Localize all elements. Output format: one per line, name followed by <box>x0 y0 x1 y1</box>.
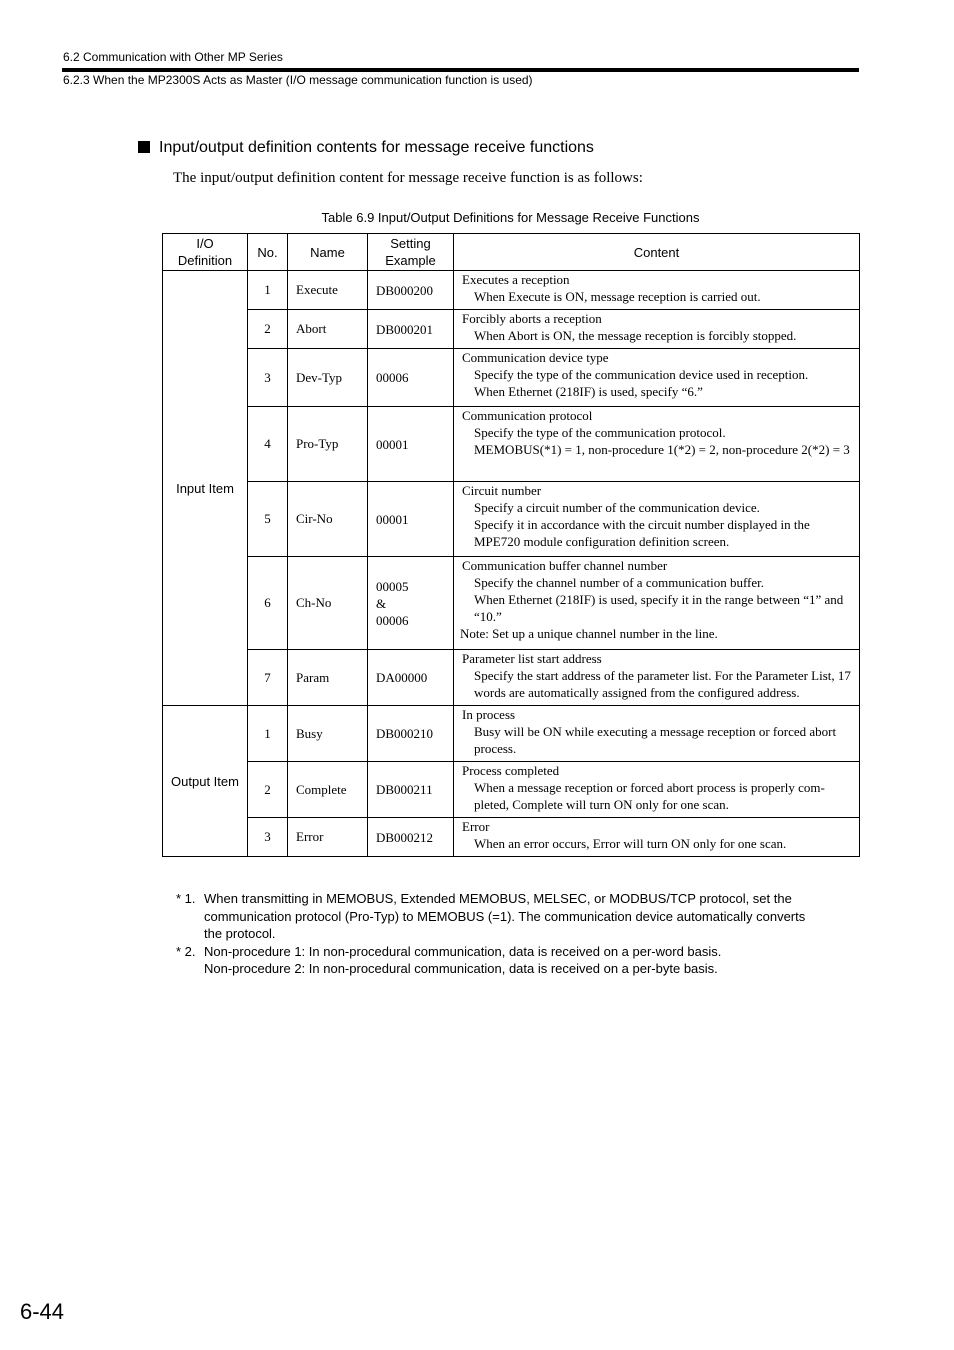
row-number: 5 <box>248 482 288 557</box>
row-name: Complete <box>288 762 368 818</box>
footnote-line: When transmitting in MEMOBUS, Extended MEMOBUS, MELSEC, or MODBUS/TCP protocol, set the communication protocol (Pro-Typ) to MEMOBUS (=1). The communication device automatically converts the protocol. <box>204 891 806 941</box>
content-title: Communication buffer channel number <box>462 558 668 573</box>
row-setting-example <box>368 706 454 762</box>
row-content <box>454 407 860 482</box>
row-number: 3 <box>248 818 288 857</box>
footnote-body <box>204 943 721 978</box>
row-content <box>454 271 860 310</box>
table-row <box>163 271 860 310</box>
setting-example-line: DB000201 <box>376 321 434 337</box>
row-number: 2 <box>248 762 288 818</box>
setting-example-line: DA00000 <box>376 670 428 685</box>
table-row <box>163 762 860 818</box>
content-line: When Ethernet (218IF) is used, specify it in the range between “1” and “10.” <box>474 592 844 624</box>
row-content <box>454 706 860 762</box>
row-number: 7 <box>248 650 288 706</box>
content-title: Process completed <box>462 763 560 778</box>
content-line: MEMOBUS(*1) = 1, non-procedure 1(*2) = 2, non-procedure 2(*2) = 3 <box>474 442 850 457</box>
header-content: Content <box>454 234 860 271</box>
row-number: 1 <box>248 271 288 310</box>
content-line: When Execute is ON, message reception is carried out. <box>474 289 761 304</box>
header-no: No. <box>248 234 288 271</box>
footnote-line: Non-procedure 1: In non-procedural communication, data is received on a per-word basis. <box>204 943 722 959</box>
row-number: 3 <box>248 349 288 407</box>
setting-example-line: & <box>376 595 387 611</box>
row-name: Param <box>288 650 368 706</box>
row-number: 6 <box>248 557 288 650</box>
header-setting-line1: Setting <box>390 236 431 251</box>
running-header-subsection: 6.2.3 When the MP2300S Acts as Master (I/O message communication function is used) <box>63 73 533 87</box>
row-setting-example <box>368 310 454 349</box>
header-setting-line2: Example <box>385 253 436 268</box>
row-name: Error <box>288 818 368 857</box>
content-line: Specify a circuit number of the communication device. <box>474 500 760 515</box>
header-io-line1: I/O <box>196 236 214 251</box>
io-definitions-table <box>162 233 860 857</box>
table-caption: Table 6.9 Input/Output Definitions for Message Receive Functions <box>321 210 700 225</box>
row-name: Ch-No <box>288 557 368 650</box>
content-line: Busy will be ON while executing a message reception or forced abort process. <box>474 724 837 756</box>
row-name: Pro-Typ <box>288 407 368 482</box>
footnote <box>176 943 816 978</box>
row-content <box>454 349 860 407</box>
content-title: Circuit number <box>462 483 542 498</box>
content-line: When an error occurs, Error will turn ON only for one scan. <box>474 836 787 851</box>
content-line: When a message reception or forced abort process is properly com-pleted, Complete will turn ON only for one scan. <box>474 780 825 812</box>
row-content <box>454 762 860 818</box>
row-name: Busy <box>288 706 368 762</box>
header-rule <box>62 68 859 72</box>
table-row <box>163 557 860 650</box>
running-header-section: 6.2 Communication with Other MP Series <box>63 50 283 64</box>
content-title: In process <box>462 707 516 722</box>
row-number: 2 <box>248 310 288 349</box>
setting-example-line: 00001 <box>376 511 409 527</box>
table-row <box>163 482 860 557</box>
row-number: 4 <box>248 407 288 482</box>
table-row <box>163 407 860 482</box>
input-item-group-cell: Input Item <box>163 271 248 706</box>
content-line: Specify the type of the communication protocol. <box>474 425 726 440</box>
footnote-mark: * 1. <box>176 891 196 906</box>
content-title: Executes a reception <box>462 272 570 287</box>
setting-example-line: DB000210 <box>376 726 434 741</box>
setting-example-line: DB000200 <box>376 282 434 298</box>
row-setting-example <box>368 349 454 407</box>
content-title: Communication device type <box>462 350 609 365</box>
row-setting-example <box>368 762 454 818</box>
row-content <box>454 310 860 349</box>
content-note: Note: Set up a unique channel number in the line. <box>460 626 718 641</box>
row-setting-example <box>368 482 454 557</box>
section-heading <box>138 139 594 157</box>
row-name: Dev-Typ <box>288 349 368 407</box>
content-title: Parameter list start address <box>462 651 602 666</box>
table-row <box>163 310 860 349</box>
row-name: Execute <box>288 271 368 310</box>
content-title: Error <box>462 819 490 834</box>
row-number: 1 <box>248 706 288 762</box>
content-line: Specify the channel number of a communication buffer. <box>474 575 764 590</box>
footnotes <box>176 890 816 978</box>
table-body <box>163 271 860 857</box>
content-line: Specify the start address of the parameter list. For the Parameter List, 17 words are automatically assigned from the configured address. <box>474 668 851 700</box>
row-content <box>454 482 860 557</box>
content-title: Communication protocol <box>462 408 593 423</box>
table-header-row <box>163 234 860 271</box>
footnote-line: Non-procedure 2: In non-procedural communication, data is received on a per-byte basis. <box>204 961 718 976</box>
table-row <box>163 818 860 857</box>
row-name: Abort <box>288 310 368 349</box>
content-line: When Abort is ON, the message reception is forcibly stopped. <box>474 328 797 343</box>
footnote-mark: * 2. <box>176 943 196 959</box>
setting-example-line: DB000212 <box>376 829 434 845</box>
setting-example-line: 00006 <box>376 370 409 385</box>
row-setting-example <box>368 818 454 857</box>
row-setting-example <box>368 407 454 482</box>
intro-paragraph: The input/output definition content for message receive function is as follows: <box>173 170 643 186</box>
section-heading-text: Input/output definition contents for message receive functions <box>159 139 594 156</box>
header-name: Name <box>288 234 368 271</box>
header-io-definition <box>163 234 248 271</box>
content-title: Forcibly aborts a reception <box>462 311 602 326</box>
footnote-body <box>204 890 816 943</box>
row-content <box>454 557 860 650</box>
table-row <box>163 349 860 407</box>
row-setting-example <box>368 650 454 706</box>
square-bullet-icon <box>138 141 150 153</box>
setting-example-line: 00005 <box>376 578 409 594</box>
footnote <box>176 890 816 943</box>
setting-example-line: 00001 <box>376 436 409 452</box>
setting-example-line: DB000211 <box>376 782 433 797</box>
content-line: Specify it in accordance with the circuit number displayed in the MPE720 module configuration definition screen. <box>474 517 810 549</box>
row-name: Cir-No <box>288 482 368 557</box>
table-row <box>163 706 860 762</box>
content-line: When Ethernet (218IF) is used, specify “6.” <box>474 384 703 399</box>
row-content <box>454 650 860 706</box>
row-setting-example <box>368 557 454 650</box>
table-row <box>163 650 860 706</box>
header-io-line2: Definition <box>177 253 233 268</box>
output-item-group-cell: Output Item <box>163 706 248 857</box>
page-number: 6-44 <box>20 1299 65 1324</box>
content-line: Specify the type of the communication device used in reception. <box>474 367 809 382</box>
row-content <box>454 818 860 857</box>
header-setting-example <box>368 234 454 271</box>
setting-example-line: 00006 <box>376 612 409 628</box>
row-setting-example <box>368 271 454 310</box>
